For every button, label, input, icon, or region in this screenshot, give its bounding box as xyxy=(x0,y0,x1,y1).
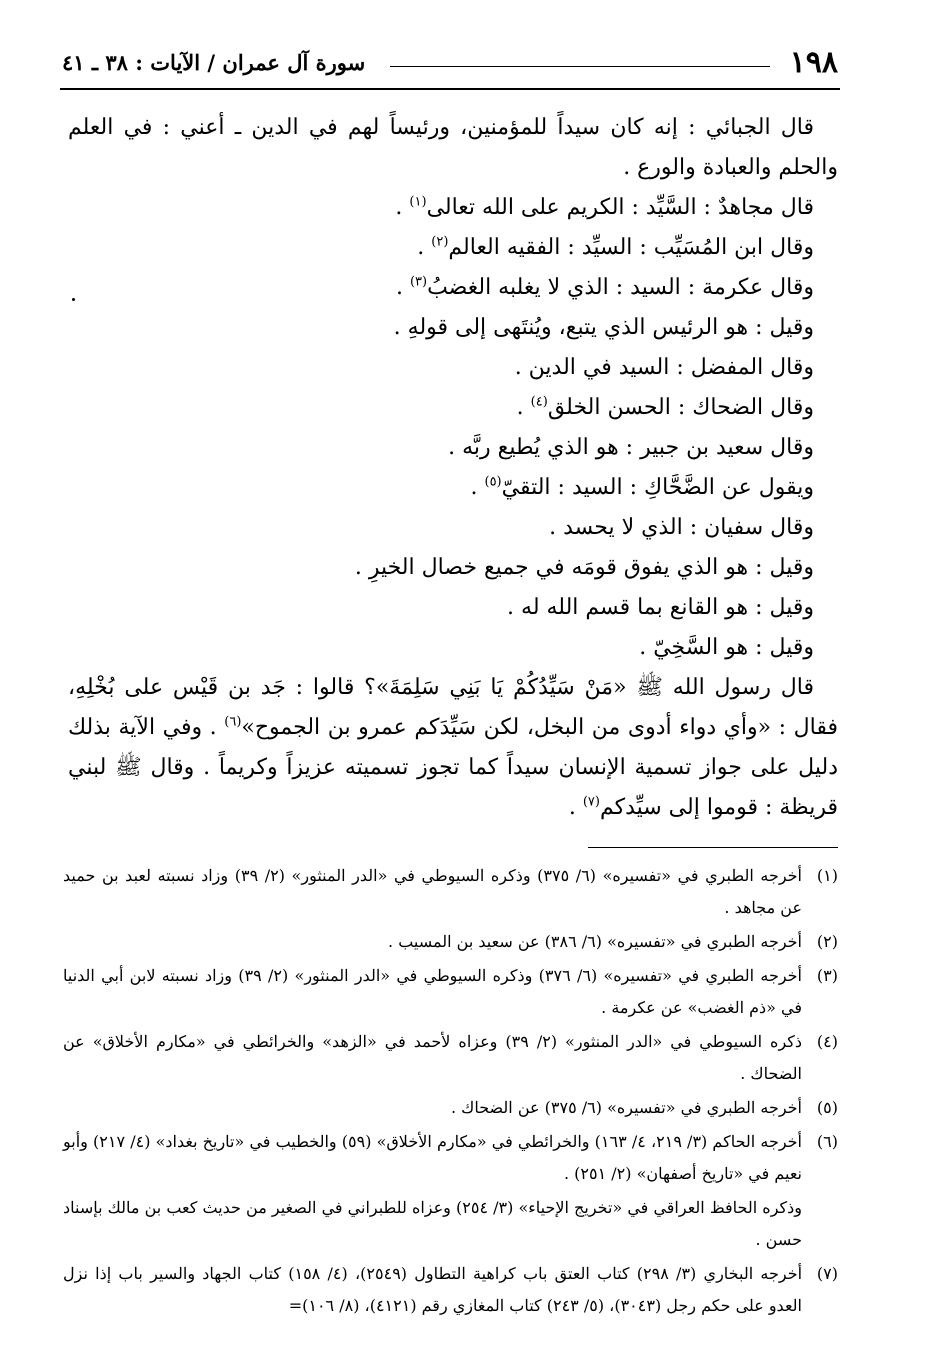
footnote xyxy=(63,1258,838,1322)
quote-item xyxy=(68,228,838,268)
footnote-text: أخرجه الحاكم (٣/ ٢١٩، ٤/ ١٦٣) والخرائطي في «مكارم الأخلاق» (٥٩) والخطيب في «تاريخ بغداد» (٤/ ٢١٧) وأبو نعيم في «تاريخ أصفهان» (٢/ ٢٥١) . xyxy=(63,1132,803,1183)
header-rule xyxy=(390,66,770,67)
quote-text: وقال عكرمة : السيد : الذي لا يغلبه الغضبُ xyxy=(427,275,814,300)
footnote-ref[interactable]: (٣) xyxy=(409,274,428,290)
quote-item xyxy=(68,188,838,228)
footnote xyxy=(63,1126,838,1190)
footnote xyxy=(63,1092,838,1124)
footnote xyxy=(63,860,838,924)
hadith-text-a: قال رسول الله ﷺ «مَنْ سَيِّدُكُمْ يَا بَنِي سَلِمَةَ»؟ قالوا : جَد بن قَيْس على بُخْلِهِ، فقال : «وأي دواء أدوى من البخل، لكن سَيِّدَكم عمرو بن الجموح» xyxy=(68,675,838,740)
footnote-text: أخرجه الطبري في «تفسيره» (٦/ ٣٧٥) عن الضحاك . xyxy=(450,1098,802,1117)
footnote-number: (٧) xyxy=(816,1264,838,1283)
running-title: سورة آل عمران / الآيات : ٣٨ ـ ٤١ xyxy=(62,50,366,75)
footnote-ref[interactable]: (٧) xyxy=(582,794,600,810)
quote-end: . xyxy=(470,475,485,500)
footnote-number: (٥) xyxy=(816,1098,838,1117)
quote-item xyxy=(68,628,838,668)
quote-item xyxy=(68,468,838,508)
quote-text: وقال الضحاك : الحسن الخلق xyxy=(547,395,814,420)
main-text xyxy=(68,108,838,828)
footnote-text: أخرجه البخاري (٣/ ٢٩٨) كتاب العتق باب كراهية التطاول (٢٥٤٩)، (٤/ ١٥٨) كتاب الجهاد والسير باب إذا نزل العدو على حكم رجل (٣٠٤٣)، (٥/ ٢٤٣) كتاب المغازي رقم (٤١٢١)، (٨/ ١٠٦)= xyxy=(63,1264,803,1315)
footnote-text: أخرجه الطبري في «تفسيره» (٦/ ٣٨٦) عن سعيد بن المسيب . xyxy=(388,932,802,951)
footnote-ref[interactable]: (١) xyxy=(409,194,427,210)
quote-text: ويقول عن الضَّحَّاكِ : السيد : التقيّ xyxy=(501,475,814,500)
quote-text: وقال ابن المُسَيِّب : السيِّد : الفقيه العالم xyxy=(448,235,814,260)
footnote-ref[interactable]: (٤) xyxy=(530,394,548,410)
footnote-separator xyxy=(588,847,838,848)
quote-item xyxy=(68,548,838,588)
quote-end: . xyxy=(516,395,531,420)
quote-end: . xyxy=(395,195,410,220)
quote-item xyxy=(68,348,838,388)
footnote-number: (٦) xyxy=(816,1132,838,1151)
quote-text: وقيل : هو الرئيس الذي يتبع، ويُنتَهى إلى قولهِ . xyxy=(393,315,814,340)
quote-item xyxy=(68,308,838,348)
quote-end: . xyxy=(417,235,432,260)
footnote-number: (٣) xyxy=(816,966,838,985)
footnote-text: أخرجه الطبري في «تفسيره» (٦/ ٣٧٥) وذكره السيوطي في «الدر المنثور» (٢/ ٣٩) وزاد نسبته لعبد بن حميد عن مجاهد . xyxy=(63,866,803,917)
footnote xyxy=(63,926,838,958)
footnote xyxy=(63,1026,838,1090)
quote-item xyxy=(68,508,838,548)
hadith-text-b: . وفي الآية بذلك دليل على جواز تسمية الإنسان سيداً كما تجوز تسميته عزيزاً وكريماً . وقال ﷺ لبني قريظة : قوموا إلى سيِّدكم xyxy=(68,715,838,820)
quote-end: . xyxy=(395,275,410,300)
quote-text: وقيل : هو الذي يفوق قومَه في جميع خصال الخيرِ . xyxy=(354,555,814,580)
quote-item xyxy=(68,588,838,628)
quote-text: وقال سفيان : الذي لا يحسد . xyxy=(549,515,814,540)
footnote-number: (٢) xyxy=(816,932,838,951)
quote-list xyxy=(68,188,838,668)
footnote-text: أخرجه الطبري في «تفسيره» (٦/ ٣٧٦) وذكره السيوطي في «الدر المنثور» (٢/ ٣٩) وزاد نسبته لابن أبي الدنيا في «ذم الغضب» عن عكرمة . xyxy=(63,966,803,1017)
page-number: ١٩٨ xyxy=(789,45,838,80)
quote-text: وقال المفضل : السيد في الدين . xyxy=(514,355,814,380)
footnote xyxy=(63,960,838,1024)
footnote-continuation: وذكره الحافظ العراقي في «تخريج الإحياء» (٣/ ٢٥٤) وعزاه للطبراني في الصغير من حديث كعب بن مالك بإسناد حسن . xyxy=(63,1198,802,1249)
footnote-text: ذكره السيوطي في «الدر المنثور» (٢/ ٣٩) وعزاه لأحمد في «الزهد» والخرائطي في «مكارم الأخلاق» عن الضحاك . xyxy=(63,1032,803,1083)
quote-item xyxy=(68,388,838,428)
footnote-ref[interactable]: (٢) xyxy=(431,234,449,250)
footnote-ref[interactable]: (٥) xyxy=(484,474,502,490)
hadith-paragraph xyxy=(68,668,838,828)
quote-text: قال مجاهدٌ : السَّيِّد : الكريم على الله تعالى xyxy=(426,195,814,220)
footnote-ref[interactable]: (٦) xyxy=(224,714,242,730)
footnote-number: (١) xyxy=(816,866,838,885)
intro-paragraph: قال الجبائي : إنه كان سيداً للمؤمنين، ورئيساً لهم في الدين ـ أعني : في العلم والحلم والعبادة والورع . xyxy=(68,115,838,180)
quote-text: وقال سعيد بن جبير : هو الذي يُطيع ربَّه . xyxy=(448,435,814,460)
quote-item xyxy=(68,268,838,308)
quote-item xyxy=(68,428,838,468)
hadith-end: . xyxy=(568,795,583,820)
quote-text: وقيل : هو القانع بما قسم الله له . xyxy=(507,595,814,620)
quote-text: وقيل : هو السَّخِيّ . xyxy=(639,635,814,660)
footnotes xyxy=(63,860,838,1324)
footnote-number: (٤) xyxy=(816,1032,838,1051)
page-header xyxy=(60,40,840,90)
